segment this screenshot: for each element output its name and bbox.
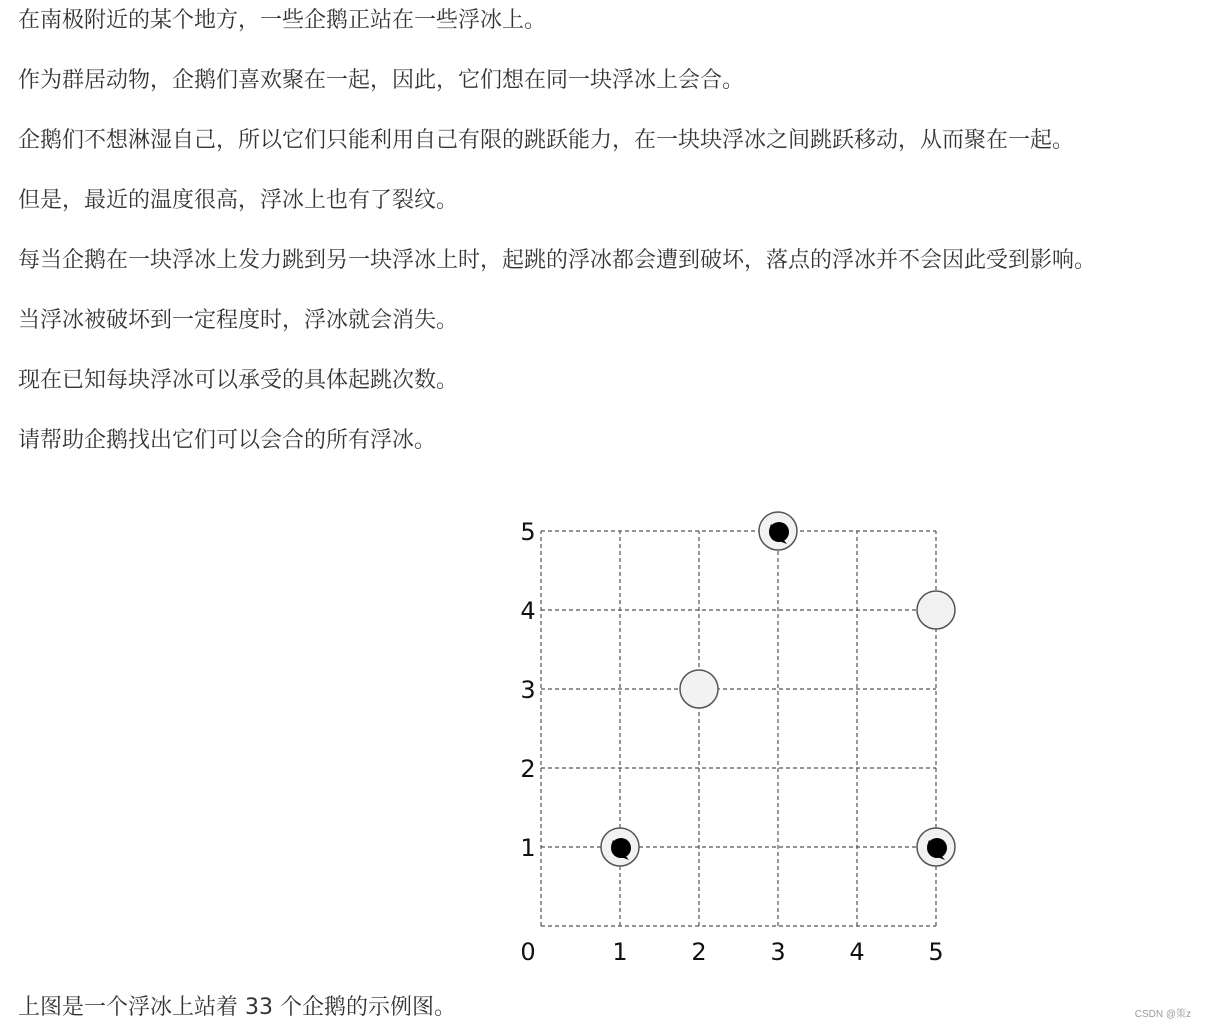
paragraph-3: 企鹅们不想淋湿自己，所以它们只能利用自己有限的跳跃能力，在一块块浮冰之间跳跃移动，从而聚在一起。 <box>18 128 1075 153</box>
ice-floe <box>917 591 955 629</box>
x-tick-label: 3 <box>770 938 786 966</box>
paragraph-2: 作为群居动物，企鹅们喜欢聚在一起，因此，它们想在同一块浮冰上会合。 <box>18 68 745 93</box>
x-tick-label: 4 <box>849 938 865 966</box>
x-tick-label: 0 <box>520 938 536 966</box>
y-tick-label: 2 <box>520 755 536 783</box>
paragraph-7: 现在已知每块浮冰可以承受的具体起跳次数。 <box>18 368 459 393</box>
y-tick-label: 1 <box>520 834 536 862</box>
paragraph-8: 请帮助企鹅找出它们可以会合的所有浮冰。 <box>18 428 437 453</box>
ice-floe-grid-figure <box>480 490 1000 970</box>
figure-caption: 上图是一个浮冰上站着 33 个企鹅的示例图。 <box>18 995 456 1020</box>
axis-ticks <box>520 518 943 966</box>
x-tick-label: 5 <box>928 938 944 966</box>
y-tick-label: 4 <box>520 597 536 625</box>
y-tick-label: 5 <box>520 518 536 546</box>
y-tick-label: 3 <box>520 676 536 704</box>
x-tick-label: 2 <box>691 938 707 966</box>
x-tick-label: 1 <box>612 938 628 966</box>
csdn-watermark: CSDN @策z <box>1134 1009 1191 1020</box>
paragraph-6: 当浮冰被破坏到一定程度时，浮冰就会消失。 <box>18 308 459 333</box>
grid-lines <box>541 531 936 926</box>
ice-floe <box>680 670 718 708</box>
paragraph-1: 在南极附近的某个地方，一些企鹅正站在一些浮冰上。 <box>18 8 547 33</box>
paragraph-4: 但是，最近的温度很高，浮冰上也有了裂纹。 <box>18 188 459 213</box>
paragraph-5: 每当企鹅在一块浮冰上发力跳到另一块浮冰上时，起跳的浮冰都会遭到破坏，落点的浮冰并不会因此受到影响。 <box>18 248 1097 273</box>
